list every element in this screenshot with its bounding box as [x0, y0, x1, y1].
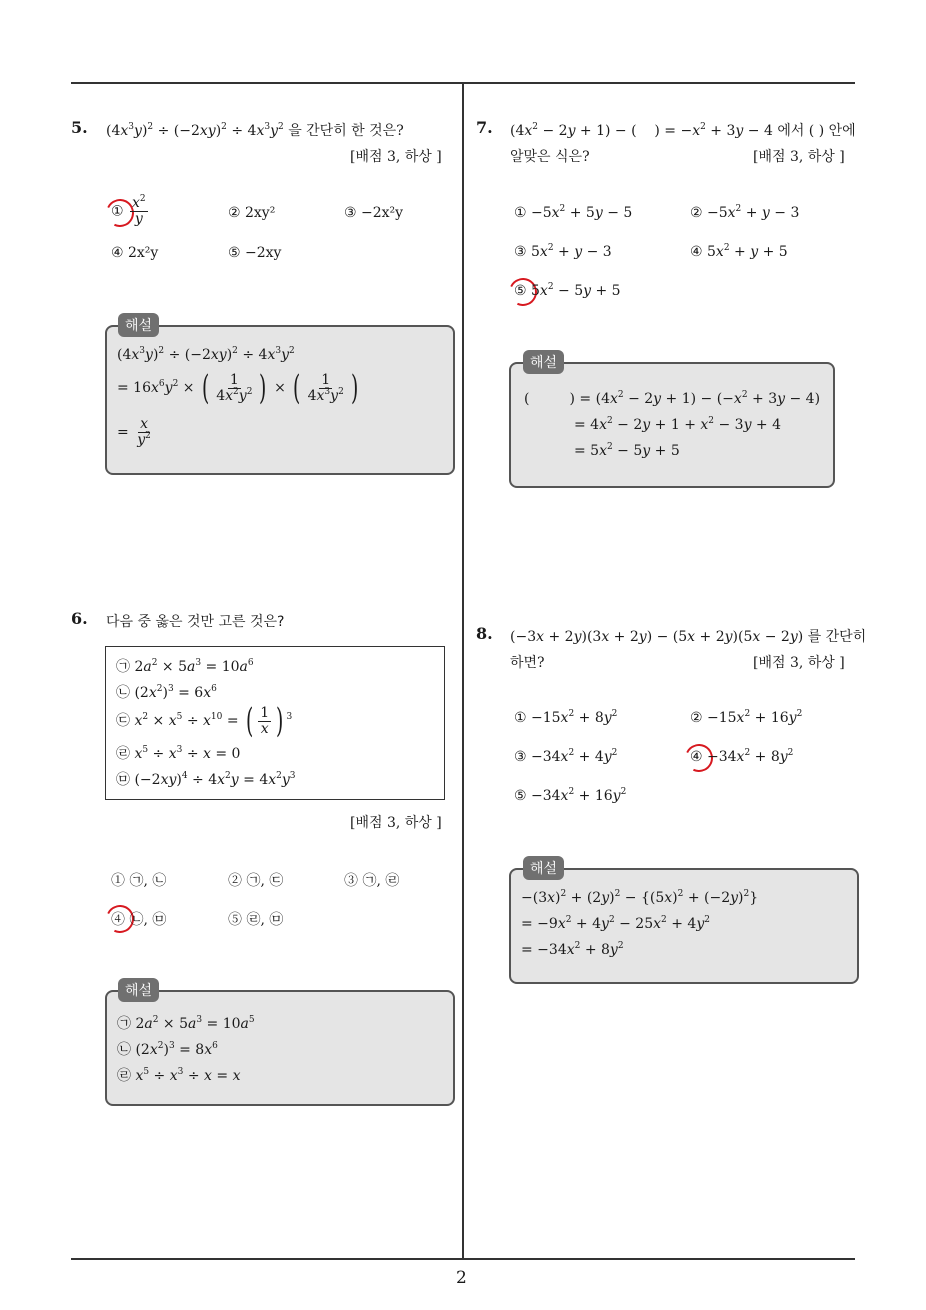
q6-choice-2[interactable]: ② ㉠, ㉢	[228, 873, 284, 889]
q8-sol-line-1: $-(3x)^2 + (2y)^2 - \{(5x)^2 + (-2y)^2\}$	[521, 889, 759, 906]
q6-stmt-3: ㉢ $x^2 \times x^5 \div x^{10}$ = ( $\frac{1}{x}$ ) $^3$	[116, 701, 293, 741]
q6-sol-line-3: ㉣ $x^5 \div x^3 \div x = x$	[117, 1067, 241, 1084]
q8-number: 8.	[476, 624, 493, 643]
q8-sol-line-2: = $-9x^2 + 4y^2 - 25x^2 + 4y^2$	[521, 915, 710, 932]
q6-stmt-1: ㉠ $2a^2 \times 5a^3 = 10a^6$	[116, 658, 254, 675]
q6-stmt-2: ㉡ $(2x^2)^3 = 6x^6$	[116, 684, 217, 701]
q7-choice-5[interactable]: ⑤ $5x^2 - 5y + 5$	[514, 282, 621, 299]
q6-number: 6.	[71, 609, 88, 628]
q7-sol-line-1: ( ) = $(4x^2 - 2y + 1) - (-x^2 + 3y - 4)$	[524, 390, 821, 407]
q8-choice-5[interactable]: ⑤ $-34x^2 + 16y^2$	[514, 787, 627, 804]
q6-stmt-5: ㉤ $(-2xy)^4 \div 4x^2y = 4x^2y^3$	[116, 771, 296, 788]
q7-sol-line-3: = $5x^2 - 5y + 5$	[574, 442, 680, 459]
q5-meta: [배점 3, 하상 ]	[350, 149, 442, 165]
q6-choice-3[interactable]: ③ ㉠, ㉣	[344, 873, 400, 889]
q8-choice-2[interactable]: ② $-15x^2 + 16y^2$	[690, 709, 803, 726]
q8-sol-line-3: = $-34x^2 + 8y^2$	[521, 941, 624, 958]
q7-number: 7.	[476, 118, 493, 137]
q6-sol-line-2: ㉡ $(2x^2)^3 = 8x^6$	[117, 1041, 218, 1058]
q5-choice-5[interactable]: ⑤ −2xy	[228, 245, 282, 261]
q7-choice-2[interactable]: ② $-5x^2 + y - 3$	[690, 204, 800, 221]
q5-stem: $(4x^3y)^2 \div (-2xy)^2 \div 4x^3y^2$ 을 간단히 한 것은?	[106, 122, 404, 139]
column-divider	[462, 82, 464, 1259]
q8-meta: [배점 3, 하상 ]	[753, 655, 845, 671]
q5-choice-3[interactable]: ③ −2x²y	[344, 205, 404, 221]
q5-sol-line-3: = $\frac{x}{y^2}$	[117, 416, 151, 448]
q8-stem: (−3x + 2y)(3x + 2y) − (5x + 2y)(5x − 2y) 를 간단히	[510, 629, 867, 645]
q6-solution-tag: 해설	[118, 978, 159, 1002]
q7-choice-3[interactable]: ③ $5x^2 + y - 3$	[514, 243, 612, 260]
q8-choice-3[interactable]: ③ $-34x^2 + 4y^2$	[514, 748, 618, 765]
q8-stem-suffix: 를 간단히	[807, 629, 867, 645]
page-number: 2	[456, 1268, 467, 1288]
q7-choice-1[interactable]: ① $-5x^2 + 5y - 5$	[514, 204, 633, 221]
q5-sol-line-2: = $16x^6y^2$ × ( $\frac{1}{4x^2y^2}$ ) × ( $\frac{1}{4x^3y^2}$ )	[117, 368, 359, 408]
q7-stem: $(4x^2 - 2y + 1)$ − ( ) = $-x^2 + 3y - 4$ 에서 ( ) 안에	[510, 122, 856, 139]
q6-stem: 다음 중 옳은 것만 고른 것은?	[106, 614, 285, 630]
q6-choice-5[interactable]: ⑤ ㉣, ㉤	[228, 912, 284, 928]
q8-choice-4[interactable]: ④ $-34x^2 + 8y^2$	[690, 748, 794, 765]
q8-stem-line2: 하면?	[510, 655, 545, 671]
q5-solution-tag: 해설	[118, 313, 159, 337]
q7-solution-tag: 해설	[523, 350, 564, 374]
q5-sol-line-1: $(4x^3y)^2 \div (-2xy)^2 \div 4x^3y^2$	[117, 346, 295, 363]
bottom-rule	[71, 1258, 855, 1260]
q7-stem-line2: 알맞은 식은?	[510, 149, 590, 165]
q6-choice-1[interactable]: ① ㉠, ㉡	[111, 873, 167, 889]
q7-stem-mid: 에서 ( ) 안에	[777, 123, 856, 139]
q7-meta: [배점 3, 하상 ]	[753, 149, 845, 165]
q6-choice-4[interactable]: ④ ㉡, ㉤	[111, 912, 167, 928]
q5-choice-4[interactable]: ④ 2x²y	[111, 245, 159, 261]
q7-choice-4[interactable]: ④ $5x^2 + y + 5$	[690, 243, 788, 260]
q7-sol-line-2: = $4x^2 - 2y + 1 + x^2 - 3y + 4$	[574, 416, 782, 433]
q6-stmt-4: ㉣ $x^5 \div x^3 \div x = 0$	[116, 745, 241, 762]
q6-meta: [배점 3, 하상 ]	[350, 815, 442, 831]
q5-choice-1[interactable]: ① $\frac{x^2}{y}$	[111, 194, 146, 227]
q6-sol-line-1: ㉠ $2a^2 \times 5a^3 = 10a^5$	[117, 1015, 255, 1032]
q5-stem-suffix: 을 간단히 한 것은?	[288, 123, 404, 139]
q5-number: 5.	[71, 118, 88, 137]
q5-choice-2[interactable]: ② 2xy²	[228, 205, 276, 221]
q8-solution-tag: 해설	[523, 856, 564, 880]
q8-choice-1[interactable]: ① $-15x^2 + 8y^2$	[514, 709, 618, 726]
